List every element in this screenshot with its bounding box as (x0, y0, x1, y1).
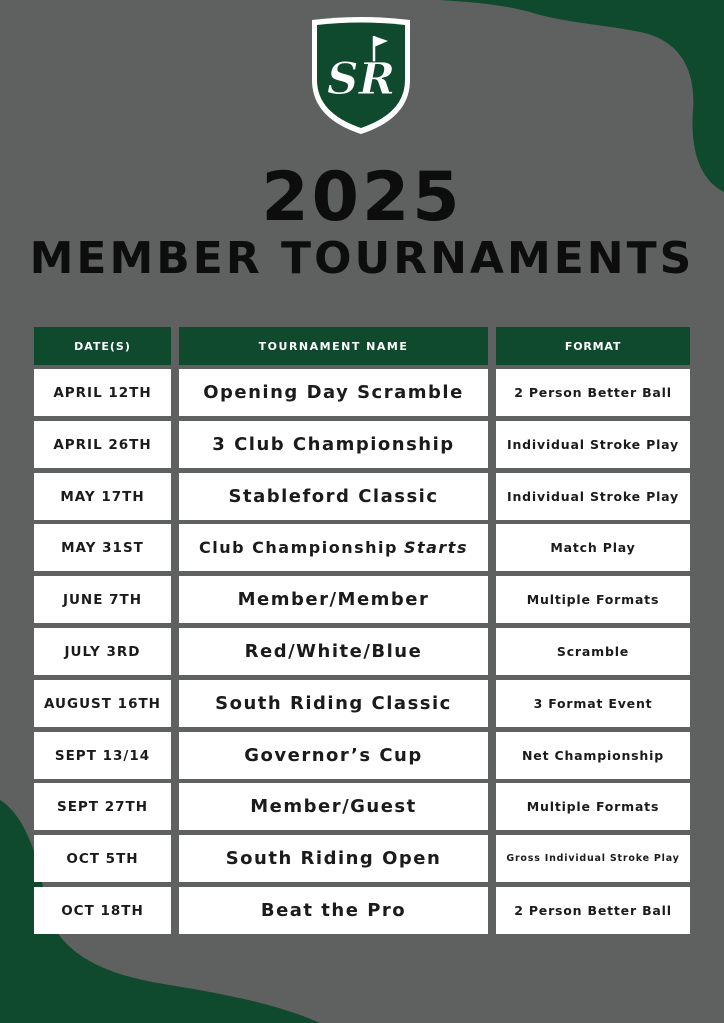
row-format: 2 Person Better Ball (496, 369, 690, 416)
club-logo (308, 14, 414, 136)
row-format: Net Championship (496, 732, 690, 779)
row-format: Match Play (496, 524, 690, 571)
row-format: Multiple Formats (496, 783, 690, 830)
header-tournament-name: TOURNAMENT NAME (179, 327, 488, 365)
row-format: 2 Person Better Ball (496, 887, 690, 934)
row-format: Scramble (496, 628, 690, 675)
row-tournament-name: Governor’s Cup (179, 732, 488, 779)
row-tournament-name: 3 Club Championship (179, 421, 488, 468)
row-tournament-name: Beat the Pro (179, 887, 488, 934)
row-tournament-name (179, 524, 488, 571)
row-tournament-name: Member/Guest (179, 783, 488, 830)
row-format: Gross Individual Stroke Play (496, 835, 690, 882)
row-date: MAY 17TH (34, 473, 171, 520)
row-date: OCT 5TH (34, 835, 171, 882)
logo-monogram: SR (326, 54, 396, 105)
title-year: 2025 (261, 158, 463, 237)
row-date: JUNE 7TH (34, 576, 171, 623)
row-tournament-name: South Riding Classic (179, 680, 488, 727)
row-date: MAY 31ST (34, 524, 171, 571)
title-headline: MEMBER TOURNAMENTS (29, 233, 695, 284)
row-format: 3 Format Event (496, 680, 690, 727)
row-date: OCT 18TH (34, 887, 171, 934)
row-date: SEPT 13/14 (34, 732, 171, 779)
row-tournament-name: Member/Member (179, 576, 488, 623)
row-tournament-name: Opening Day Scramble (179, 369, 488, 416)
row-tournament-name: Red/White/Blue (179, 628, 488, 675)
row-date: JULY 3RD (34, 628, 171, 675)
row-date: AUGUST 16TH (34, 680, 171, 727)
row-tournament-name: South Riding Open (179, 835, 488, 882)
header-date: DATE(S) (34, 327, 171, 365)
row-date: SEPT 27TH (34, 783, 171, 830)
header-format: FORMAT (496, 327, 690, 365)
row-tournament-name: Stableford Classic (179, 473, 488, 520)
row-tournament-name-emphasis: Starts (403, 538, 468, 557)
row-format: Multiple Formats (496, 576, 690, 623)
row-date: APRIL 26TH (34, 421, 171, 468)
row-format: Individual Stroke Play (496, 421, 690, 468)
row-format: Individual Stroke Play (496, 473, 690, 520)
row-tournament-name-text: Club Championship (199, 538, 398, 557)
row-date: APRIL 12TH (34, 369, 171, 416)
